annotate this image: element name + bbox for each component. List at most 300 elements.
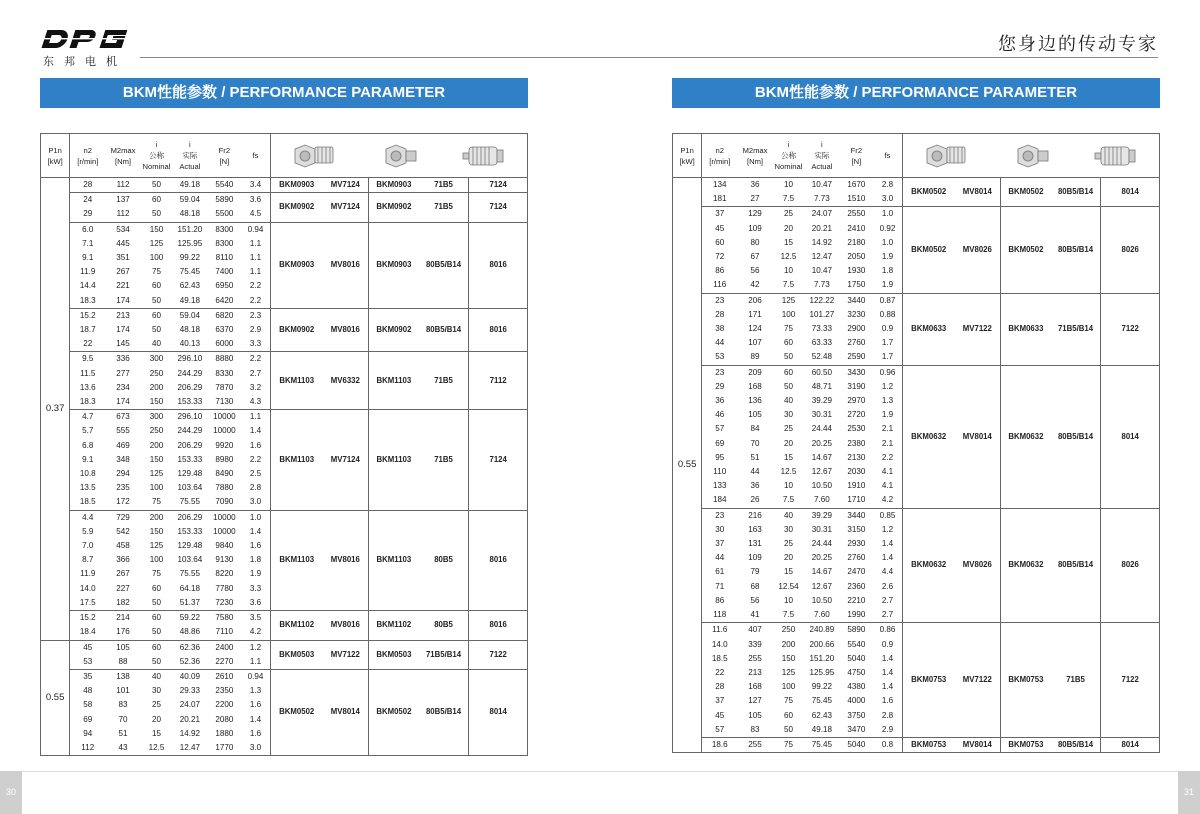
data-cell: 125 <box>149 541 164 551</box>
data-cell: 366 <box>116 555 130 565</box>
data-cell: 2.2 <box>873 451 902 465</box>
data-cell: 2.8 <box>873 178 902 193</box>
data-cell: 7230 <box>215 597 234 607</box>
data-cell: 2080 <box>215 714 234 724</box>
data-cell: 213 <box>748 667 762 677</box>
data-cell: 1.3 <box>241 684 270 698</box>
data-cell: 1.1 <box>241 237 270 251</box>
data-cell: 70 <box>118 714 128 724</box>
geared-motor-icon <box>923 141 969 171</box>
data-cell: 3.3 <box>241 337 270 352</box>
model-cell: BKM1103 <box>270 352 322 410</box>
data-cell: 1.9 <box>873 278 902 293</box>
data-cell: 1.4 <box>241 424 270 438</box>
data-cell: 59.22 <box>172 611 208 626</box>
data-cell: 60 <box>141 193 172 208</box>
data-cell: 0.92 <box>873 222 902 236</box>
model-cell: 8014 <box>1101 737 1160 752</box>
data-cell: 2410 <box>847 223 866 233</box>
data-cell: 6950 <box>215 281 234 291</box>
model-cell: 8016 <box>469 611 528 640</box>
data-cell: 3.3 <box>241 582 270 596</box>
data-cell: 40 <box>783 396 793 406</box>
data-cell: 138 <box>105 669 141 684</box>
data-cell: 673 <box>105 410 141 425</box>
data-cell: 7.5 <box>782 194 795 204</box>
data-cell: 50 <box>151 627 161 637</box>
data-cell: 100 <box>149 483 164 493</box>
model-cell: BKM0633 <box>1001 293 1051 365</box>
data-cell: 39.29 <box>804 508 840 523</box>
data-cell: 2930 <box>847 539 866 549</box>
data-cell: 15 <box>783 567 793 577</box>
column-header <box>773 134 804 178</box>
data-cell: 10000 <box>208 510 241 525</box>
data-cell: 2.7 <box>241 367 270 381</box>
data-cell: 24.07 <box>179 700 201 710</box>
data-cell: 10.47 <box>804 178 840 193</box>
data-cell: 3.0 <box>241 741 270 756</box>
model-cell: 8014 <box>469 669 528 755</box>
data-cell: 60 <box>783 710 793 720</box>
model-cell: MV7124 <box>323 193 369 222</box>
table-row <box>41 640 528 655</box>
column-header <box>241 134 270 178</box>
reducer-icon <box>376 141 422 171</box>
data-cell: 57 <box>715 424 725 434</box>
data-cell: 27 <box>750 194 760 204</box>
model-cell: BKM0753 <box>1001 623 1051 738</box>
data-cell: 14.92 <box>811 237 833 247</box>
data-cell: 48.18 <box>179 325 201 335</box>
data-cell: 163 <box>748 524 762 534</box>
model-cell: 80B5/B14 <box>419 308 469 352</box>
data-cell: 3440 <box>840 293 873 308</box>
header-label: Nominal <box>774 162 803 171</box>
data-cell: 1670 <box>840 178 873 193</box>
data-cell: 9.1 <box>82 253 94 263</box>
data-cell: 36 <box>750 481 760 491</box>
data-cell: 200 <box>781 639 796 649</box>
performance-table-left <box>40 133 528 756</box>
data-cell: 4.2 <box>241 625 270 640</box>
model-cell: MV8026 <box>955 508 1001 623</box>
data-cell: 0.96 <box>873 365 902 380</box>
data-cell: 200 <box>149 382 164 392</box>
data-cell: 45 <box>715 223 725 233</box>
data-cell: 60 <box>151 281 161 291</box>
data-cell: 20.21 <box>179 714 201 724</box>
data-cell: 209 <box>737 365 773 380</box>
data-cell: 227 <box>116 583 130 593</box>
model-cell: 7124 <box>469 193 528 222</box>
model-cell: BKM0902 <box>270 308 322 352</box>
model-cell: MV8026 <box>955 207 1001 293</box>
data-cell: 8300 <box>208 222 241 237</box>
data-cell: 63.33 <box>811 338 833 348</box>
data-cell: 1510 <box>847 194 866 204</box>
model-cell: 71B5/B14 <box>1051 293 1101 365</box>
data-cell: 20.21 <box>811 223 833 233</box>
data-cell: 458 <box>116 541 130 551</box>
data-cell: 2.6 <box>873 580 902 594</box>
table-row <box>41 611 528 626</box>
data-cell: 1.4 <box>873 652 902 666</box>
model-cell: BKM0502 <box>1001 207 1051 293</box>
data-cell: 1.4 <box>241 713 270 727</box>
data-cell: 1.8 <box>873 264 902 278</box>
data-cell: 18.7 <box>79 325 96 335</box>
data-cell: 2270 <box>215 656 234 666</box>
data-cell: 25 <box>783 539 793 549</box>
data-cell: 534 <box>105 222 141 237</box>
data-cell: 124 <box>748 324 762 334</box>
data-cell: 250 <box>149 426 164 436</box>
data-cell: 3750 <box>847 710 866 720</box>
data-cell: 181 <box>713 194 727 204</box>
data-cell: 99.22 <box>811 682 833 692</box>
data-cell: 50 <box>151 656 161 666</box>
data-cell: 1.1 <box>241 410 270 425</box>
data-cell: 182 <box>116 597 130 607</box>
data-cell: 88 <box>118 656 128 666</box>
data-cell: 50 <box>783 381 793 391</box>
data-cell: 49.18 <box>811 724 833 734</box>
data-cell: 40 <box>151 339 161 349</box>
data-cell: 40.09 <box>172 669 208 684</box>
data-cell: 118 <box>713 610 727 620</box>
data-cell: 18.5 <box>79 497 96 507</box>
data-cell: 4.2 <box>873 493 902 508</box>
data-cell: 30 <box>715 524 725 534</box>
data-cell: 2530 <box>847 424 866 434</box>
data-cell: 1.2 <box>241 640 270 655</box>
data-cell: 206.29 <box>177 440 203 450</box>
data-cell: 103.64 <box>177 555 203 565</box>
header-label: [kW] <box>47 156 63 166</box>
data-cell: 168 <box>748 381 762 391</box>
model-cell: 8026 <box>1101 508 1160 623</box>
data-cell: 7580 <box>208 611 241 626</box>
header-label: i <box>821 140 823 149</box>
page-number-left: 30 <box>0 771 22 814</box>
data-cell: 3.0 <box>241 495 270 510</box>
data-cell: 75.45 <box>804 737 840 752</box>
data-cell: 1880 <box>215 728 234 738</box>
data-cell: 42 <box>750 280 760 290</box>
data-cell: 30 <box>151 686 161 696</box>
data-cell: 300 <box>141 410 172 425</box>
table-row <box>673 207 1160 222</box>
data-cell: 3.5 <box>241 611 270 626</box>
data-cell: 36 <box>715 396 725 406</box>
data-cell: 4000 <box>847 696 866 706</box>
geared-motor-icon <box>291 141 337 171</box>
data-cell: 469 <box>116 440 130 450</box>
model-cell: BKM1102 <box>369 611 419 640</box>
model-cell: MV8016 <box>323 222 369 308</box>
data-cell: 62.43 <box>811 710 833 720</box>
model-cell: BKM0502 <box>369 669 419 755</box>
data-cell: 105 <box>105 640 141 655</box>
data-cell: 89 <box>750 352 760 362</box>
data-cell: 51 <box>118 728 128 738</box>
data-cell: 255 <box>737 737 773 752</box>
data-cell: 1710 <box>847 495 866 505</box>
header-label: 公称 <box>148 151 165 160</box>
model-cell: BKM1103 <box>270 510 322 610</box>
data-cell: 150 <box>781 653 796 663</box>
data-cell: 6420 <box>215 295 234 305</box>
data-cell: 1.6 <box>873 694 902 708</box>
data-cell: 2180 <box>847 237 866 247</box>
data-cell: 100 <box>149 253 164 263</box>
data-cell: 7090 <box>215 497 234 507</box>
data-cell: 10000 <box>213 426 236 436</box>
data-cell: 53 <box>715 352 725 362</box>
table-row <box>41 352 528 367</box>
data-cell: 7130 <box>215 397 234 407</box>
data-cell: 125 <box>149 469 164 479</box>
data-cell: 2.1 <box>873 437 902 451</box>
data-cell: 213 <box>105 308 141 323</box>
model-cell: MV7124 <box>323 178 369 193</box>
data-cell: 0.94 <box>241 669 270 684</box>
model-cell: BKM0903 <box>369 178 419 193</box>
data-cell: 50 <box>783 724 793 734</box>
data-cell: 0.94 <box>241 222 270 237</box>
data-cell: 5500 <box>215 209 234 219</box>
data-cell: 150 <box>149 526 164 536</box>
table-row <box>41 193 528 208</box>
table-row <box>41 669 528 684</box>
data-cell: 109 <box>748 553 762 563</box>
data-cell: 53 <box>83 656 93 666</box>
data-cell: 555 <box>116 426 130 436</box>
data-cell: 145 <box>116 339 130 349</box>
data-cell: 1.3 <box>873 394 902 408</box>
data-cell: 2350 <box>215 686 234 696</box>
data-cell: 14.0 <box>79 583 96 593</box>
data-cell: 50 <box>151 209 161 219</box>
data-cell: 60 <box>151 583 161 593</box>
data-cell: 1.7 <box>873 336 902 350</box>
data-cell: 133 <box>713 481 727 491</box>
data-cell: 8980 <box>215 454 234 464</box>
data-cell: 151.20 <box>172 222 208 237</box>
data-cell: 2050 <box>847 252 866 262</box>
data-cell: 75.55 <box>179 497 201 507</box>
model-cell: BKM0902 <box>270 193 322 222</box>
data-cell: 12.5 <box>780 252 797 262</box>
data-cell: 3.6 <box>241 193 270 208</box>
data-cell: 244.29 <box>177 426 203 436</box>
motor-icon <box>461 141 507 171</box>
model-cell: BKM0753 <box>902 737 954 752</box>
model-cell: 80B5/B14 <box>419 222 469 308</box>
data-cell: 10 <box>783 595 793 605</box>
data-cell: 174 <box>116 325 130 335</box>
data-cell: 13.5 <box>79 483 96 493</box>
data-cell: 86 <box>715 595 725 605</box>
data-cell: 4.4 <box>70 510 106 525</box>
data-cell: 1.9 <box>873 408 902 422</box>
table-row <box>673 178 1160 193</box>
data-cell: 1.6 <box>241 727 270 741</box>
data-cell: 15.2 <box>70 611 106 626</box>
header-label: fs <box>884 151 891 160</box>
data-cell: 4.1 <box>873 465 902 479</box>
model-cell: BKM1103 <box>369 410 419 510</box>
table-row <box>673 365 1160 380</box>
data-cell: 12.67 <box>811 467 833 477</box>
model-cell: MV8016 <box>323 510 369 610</box>
data-cell: 60 <box>141 308 172 323</box>
data-cell: 8490 <box>215 469 234 479</box>
data-cell: 2130 <box>847 452 866 462</box>
data-cell: 48.18 <box>179 209 201 219</box>
product-images <box>902 134 1159 178</box>
data-cell: 184 <box>713 495 727 505</box>
data-cell: 101.27 <box>809 309 835 319</box>
table-row <box>41 510 528 525</box>
model-cell: 8016 <box>469 222 528 308</box>
data-cell: 75 <box>151 569 161 579</box>
data-cell: 1930 <box>847 266 866 276</box>
data-cell: 12.47 <box>179 742 201 752</box>
header-label: [r/min] <box>77 156 99 166</box>
data-cell: 61 <box>715 567 725 577</box>
data-cell: 26 <box>750 495 760 505</box>
data-cell: 62.36 <box>172 640 208 655</box>
data-cell: 6.8 <box>82 440 94 450</box>
data-cell: 8.7 <box>82 555 94 565</box>
header-label: n2 <box>715 145 724 155</box>
model-cell: 71B5 <box>1051 623 1101 738</box>
model-cell: 80B5/B14 <box>1051 508 1101 623</box>
column-header <box>840 134 873 178</box>
header-label: M2max <box>742 145 768 155</box>
data-cell: 129.48 <box>177 541 203 551</box>
data-cell: 5890 <box>208 193 241 208</box>
model-cell: MV8014 <box>323 669 369 755</box>
data-cell: 8880 <box>208 352 241 367</box>
data-cell: 1.0 <box>873 207 902 222</box>
model-cell: BKM0903 <box>369 222 419 308</box>
data-cell: 542 <box>116 526 130 536</box>
data-cell: 44 <box>715 553 725 563</box>
data-cell: 2400 <box>208 640 241 655</box>
data-cell: 1.6 <box>241 539 270 553</box>
data-cell: 18.3 <box>79 295 96 305</box>
data-cell: 60 <box>141 611 172 626</box>
model-cell: BKM0903 <box>270 222 322 308</box>
data-cell: 9.5 <box>70 352 106 367</box>
data-cell: 6370 <box>215 325 234 335</box>
model-cell: MV7122 <box>955 623 1001 738</box>
data-cell: 29 <box>83 209 93 219</box>
column-header <box>737 134 773 178</box>
data-cell: 2.3 <box>241 308 270 323</box>
brand-logo <box>40 28 140 70</box>
data-cell: 22 <box>715 667 725 677</box>
data-cell: 70 <box>750 438 760 448</box>
data-cell: 12.67 <box>811 581 833 591</box>
column-header <box>105 134 141 178</box>
data-cell: 137 <box>105 193 141 208</box>
data-cell: 134 <box>702 178 738 193</box>
data-cell: 171 <box>748 309 762 319</box>
data-cell: 12.54 <box>778 581 799 591</box>
data-cell: 23 <box>702 365 738 380</box>
data-cell: 296.10 <box>172 410 208 425</box>
model-cell: 71B5 <box>419 193 469 222</box>
data-cell: 2.8 <box>873 709 902 723</box>
data-cell: 4380 <box>847 682 866 692</box>
performance-table-right <box>672 133 1160 753</box>
data-cell: 2360 <box>847 581 866 591</box>
data-cell: 1.8 <box>241 553 270 567</box>
data-cell: 2550 <box>840 207 873 222</box>
data-cell: 6000 <box>215 339 234 349</box>
data-cell: 29.33 <box>179 686 201 696</box>
data-cell: 1.2 <box>873 523 902 537</box>
data-cell: 7.73 <box>814 194 830 204</box>
data-cell: 75 <box>783 696 793 706</box>
data-cell: 44 <box>715 338 725 348</box>
data-cell: 7.60 <box>814 495 830 505</box>
data-cell: 35 <box>70 669 106 684</box>
model-cell: 8014 <box>1101 178 1160 207</box>
data-cell: 14.92 <box>179 728 201 738</box>
data-cell: 3230 <box>847 309 866 319</box>
data-cell: 18.5 <box>711 653 728 663</box>
data-cell: 25 <box>773 207 804 222</box>
data-cell: 8110 <box>215 253 234 263</box>
data-cell: 206.29 <box>172 510 208 525</box>
data-cell: 7.60 <box>814 610 830 620</box>
data-cell: 75.45 <box>811 696 833 706</box>
data-cell: 37 <box>715 539 725 549</box>
data-cell: 60 <box>715 237 725 247</box>
data-cell: 83 <box>118 700 128 710</box>
data-cell: 12.5 <box>780 467 797 477</box>
data-cell: 0.88 <box>873 308 902 322</box>
header-label: i <box>189 140 191 149</box>
data-cell: 153.33 <box>177 526 203 536</box>
data-cell: 7.5 <box>782 610 795 620</box>
reducer-icon <box>1008 141 1054 171</box>
data-cell: 1.1 <box>241 265 270 279</box>
data-cell: 84 <box>750 424 760 434</box>
data-cell: 2.9 <box>873 723 902 738</box>
data-cell: 95 <box>715 452 725 462</box>
data-cell: 60.50 <box>804 365 840 380</box>
data-cell: 174 <box>116 295 130 305</box>
model-cell: 71B5/B14 <box>419 640 469 669</box>
data-cell: 5.9 <box>82 526 94 536</box>
data-cell: 200 <box>149 440 164 450</box>
data-cell: 75 <box>773 737 804 752</box>
data-cell: 17.5 <box>79 597 96 607</box>
data-cell: 2030 <box>847 467 866 477</box>
data-cell: 100 <box>781 682 796 692</box>
data-cell: 15 <box>783 452 793 462</box>
data-cell: 116 <box>713 280 727 290</box>
data-cell: 4.4 <box>873 565 902 579</box>
data-cell: 122.22 <box>804 293 840 308</box>
data-cell: 15.2 <box>70 308 106 323</box>
